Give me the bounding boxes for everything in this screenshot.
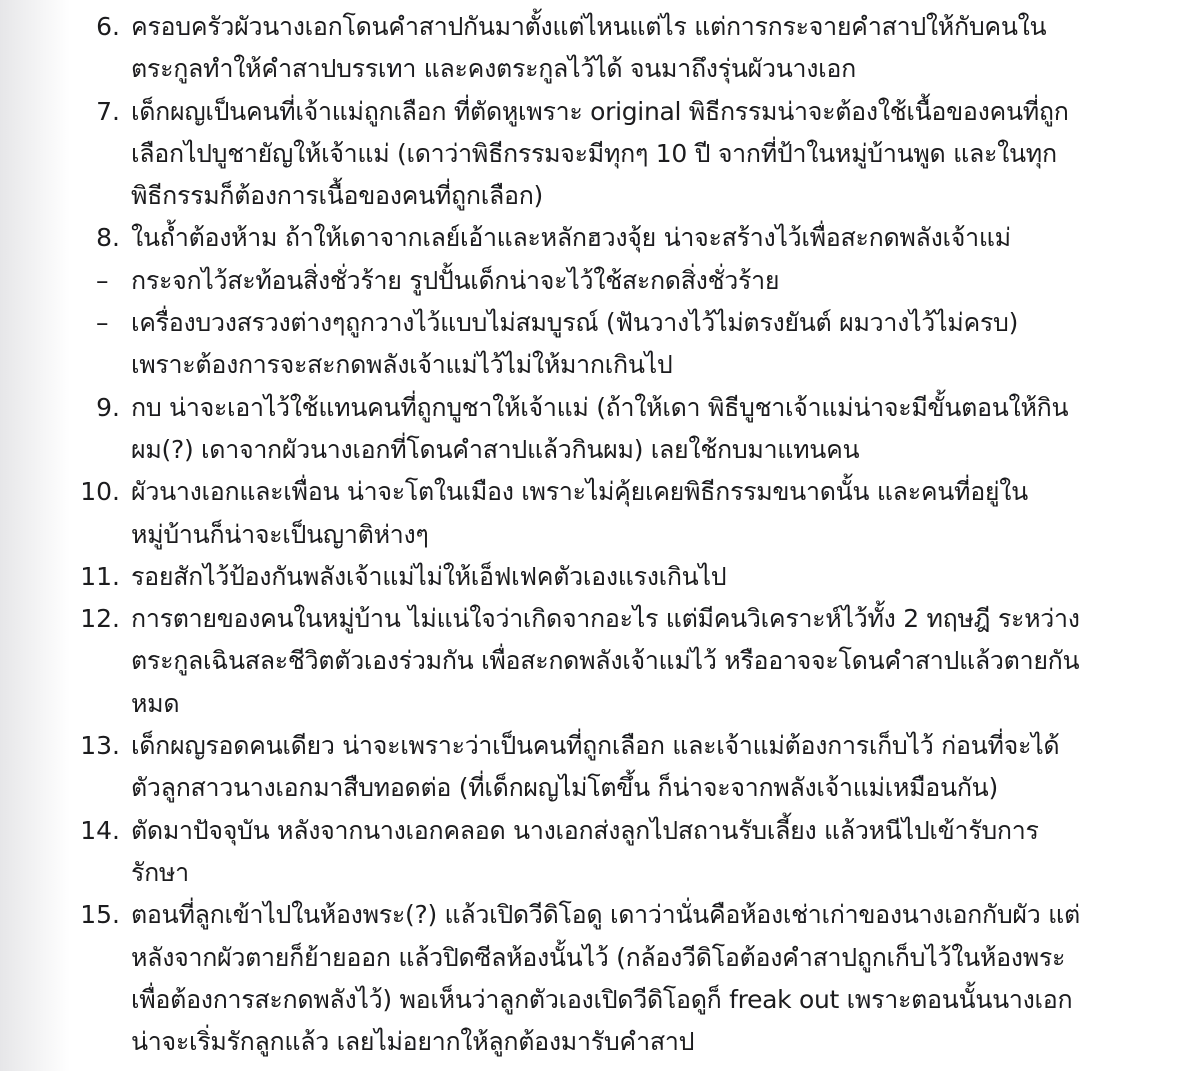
- list-item-text: [131, 302, 1131, 387]
- text-line: รอยสักไว้ป้องกันพลังเจ้าแม่ไม่ให้เอ็ฟเฟคตัวเองแรงเกินไป: [131, 561, 727, 591]
- list-number: 9.: [96, 392, 120, 422]
- list-item-7: [0, 91, 1200, 218]
- list-item-11: [0, 556, 1200, 598]
- list-item-text: [131, 387, 1131, 472]
- text-line: หมด: [131, 688, 180, 718]
- text-line: ในถ้ำต้องห้าม ถ้าให้เดาจากเลย์เอ้าและหลักฮวงจุ้ย น่าจะสร้างไว้เพื่อสะกดพลังเจ้าแม่: [131, 223, 1011, 253]
- text-line: ตระกูลเฉินสละชีวิตตัวเองร่วมกัน เพื่อสะกดพลังเจ้าแม่ไว้ หรืออาจจะโดนคำสาปแล้วตายกัน: [131, 646, 1080, 676]
- list-item-text: [131, 91, 1131, 218]
- list-item-10: [0, 471, 1200, 556]
- list-item-14: [0, 810, 1200, 895]
- text-line: เครื่องบวงสรวงต่างๆถูกวางไว้แบบไม่สมบูรณ์ (ฟันวางไว้ไม่ตรงยันต์ ผมวางไว้ไม่ครบ): [131, 308, 1019, 338]
- text-line: รักษา: [131, 857, 189, 887]
- text-line: หมู่บ้านก็น่าจะเป็นญาติห่างๆ: [131, 519, 429, 549]
- text-line: การตายของคนในหมู่บ้าน ไม่แน่ใจว่าเกิดจากอะไร แต่มีคนวิเคราะห์ไว้ทั้ง 2 ทฤษฎี ระหว่าง: [131, 604, 1080, 634]
- text-line: ตอนที่ลูกเข้าไปในห้องพระ(?) แล้วเปิดวีดิโอดู เดาว่านั่นคือห้องเช่าเก่าของนางเอกกับผัว แต่: [131, 900, 1080, 930]
- list-item-13: [0, 725, 1200, 810]
- text-line: ผม(?) เดาจากผัวนางเอกที่โดนคำสาปแล้วกินผม) เลยใช้กบมาแทนคน: [131, 434, 860, 464]
- text-line: กบ น่าจะเอาไว้ใช้แทนคนที่ถูกบูชาให้เจ้าแม่ (ถ้าให้เดา พิธีบูชาเจ้าแม่น่าจะมีขั้นตอนให้กิน: [131, 392, 1069, 422]
- list-number: 13.: [80, 731, 120, 761]
- sub-item-offerings: [0, 302, 1200, 387]
- text-line: ผัวนางเอกและเพื่อน น่าจะโตในเมือง เพราะไม่คุ้ยเคยพิธีกรรมขนาดนั้น และคนที่อยู่ใน: [131, 477, 1028, 507]
- text-line: เพื่อต้องการสะกดพลังไว้) พอเห็นว่าลูกตัวเองเปิดวีดิโอดูก็ freak out เพราะตอนนั้นนางเอก: [131, 984, 1073, 1014]
- list-item-text: [131, 598, 1131, 725]
- list-item-text: [131, 725, 1131, 810]
- text-line: ตัดมาปัจจุบัน หลังจากนางเอกคลอด นางเอกส่งลูกไปสถานรับเลี้ยง แล้วหนีไปเข้ารับการ: [131, 815, 1039, 845]
- text-line: ครอบครัวผัวนางเอกโดนคำสาปกันมาตั้งแต่ไหนแต่ไร แต่การกระจายคำสาปให้กับคนใน: [131, 12, 1047, 41]
- text-line: น่าจะเริ่มรักลูกแล้ว เลยไม่อยากให้ลูกต้องมารับคำสาป: [131, 1027, 695, 1057]
- list-item-8: [0, 217, 1200, 259]
- list-item-6: [0, 6, 1200, 91]
- text-line: เพราะต้องการจะสะกดพลังเจ้าแม่ไว้ไม่ให้มากเกินไป: [131, 350, 673, 380]
- dash-bullet: –: [96, 308, 109, 338]
- list-item-text: [131, 894, 1131, 1063]
- text-line: เด็กผญรอดคนเดียว น่าจะเพราะว่าเป็นคนที่ถูกเลือก และเจ้าแม่ต้องการเก็บไว้ ก่อนที่จะได้: [131, 731, 1060, 761]
- text-line: กระจกไว้สะท้อนสิ่งชั่วร้าย รูปปั้นเด็กน่าจะไว้ใช้สะกดสิ่งชั่วร้าย: [131, 265, 780, 295]
- list-number: 15.: [80, 900, 120, 930]
- list-number: 7.: [96, 96, 120, 126]
- list-item-text: [131, 810, 1131, 895]
- text-line: เลือกไปบูชายัญให้เจ้าแม่ (เดาว่าพิธีกรรมจะมีทุกๆ 10 ปี จากที่ป้าในหมู่บ้านพูด และในทุก: [131, 138, 1057, 168]
- dash-bullet: –: [96, 265, 109, 295]
- list-number: 8.: [96, 223, 120, 253]
- list-item-9: [0, 387, 1200, 472]
- text-line: พิธีกรรมก็ต้องการเนื้อของคนที่ถูกเลือก): [131, 181, 544, 211]
- text-line: เด็กผญเป็นคนที่เจ้าแม่ถูกเลือก ที่ตัดหูเพราะ original พิธีกรรมน่าจะต้องใช้เนื้อของคนที่ถูก: [131, 96, 1069, 126]
- list-item-text: [131, 217, 1131, 259]
- list-number: 14.: [80, 815, 120, 845]
- list-number: 6.: [96, 12, 120, 41]
- list-number: 10.: [80, 477, 120, 507]
- list-number: 11.: [80, 561, 120, 591]
- list-item-text: [131, 260, 1131, 302]
- text-line: หลังจากผัวตายก็ย้ายออก แล้วปิดซีลห้องนั้นไว้ (กล้องวีดิโอต้องคำสาปถูกเก็บไว้ในห้องพระ: [131, 942, 1066, 972]
- list-item-text: [131, 6, 1131, 91]
- text-line: ตระกูลทำให้คำสาปบรรเทา และคงตระกูลไว้ได้ จนมาถึงรุ่นผัวนางเอก: [131, 54, 856, 84]
- list-item-15: [0, 894, 1200, 1063]
- text-line: ตัวลูกสาวนางเอกมาสืบทอดต่อ (ที่เด็กผญไม่โตขึ้น ก็น่าจะจากพลังเจ้าแม่เหมือนกัน): [131, 773, 998, 803]
- sub-item-mirror: [0, 260, 1200, 302]
- list-number: 12.: [80, 604, 120, 634]
- list-item-text: [131, 471, 1131, 556]
- list-item-text: [131, 556, 1131, 598]
- numbered-note-list: [0, 6, 1200, 1063]
- list-item-12: [0, 598, 1200, 725]
